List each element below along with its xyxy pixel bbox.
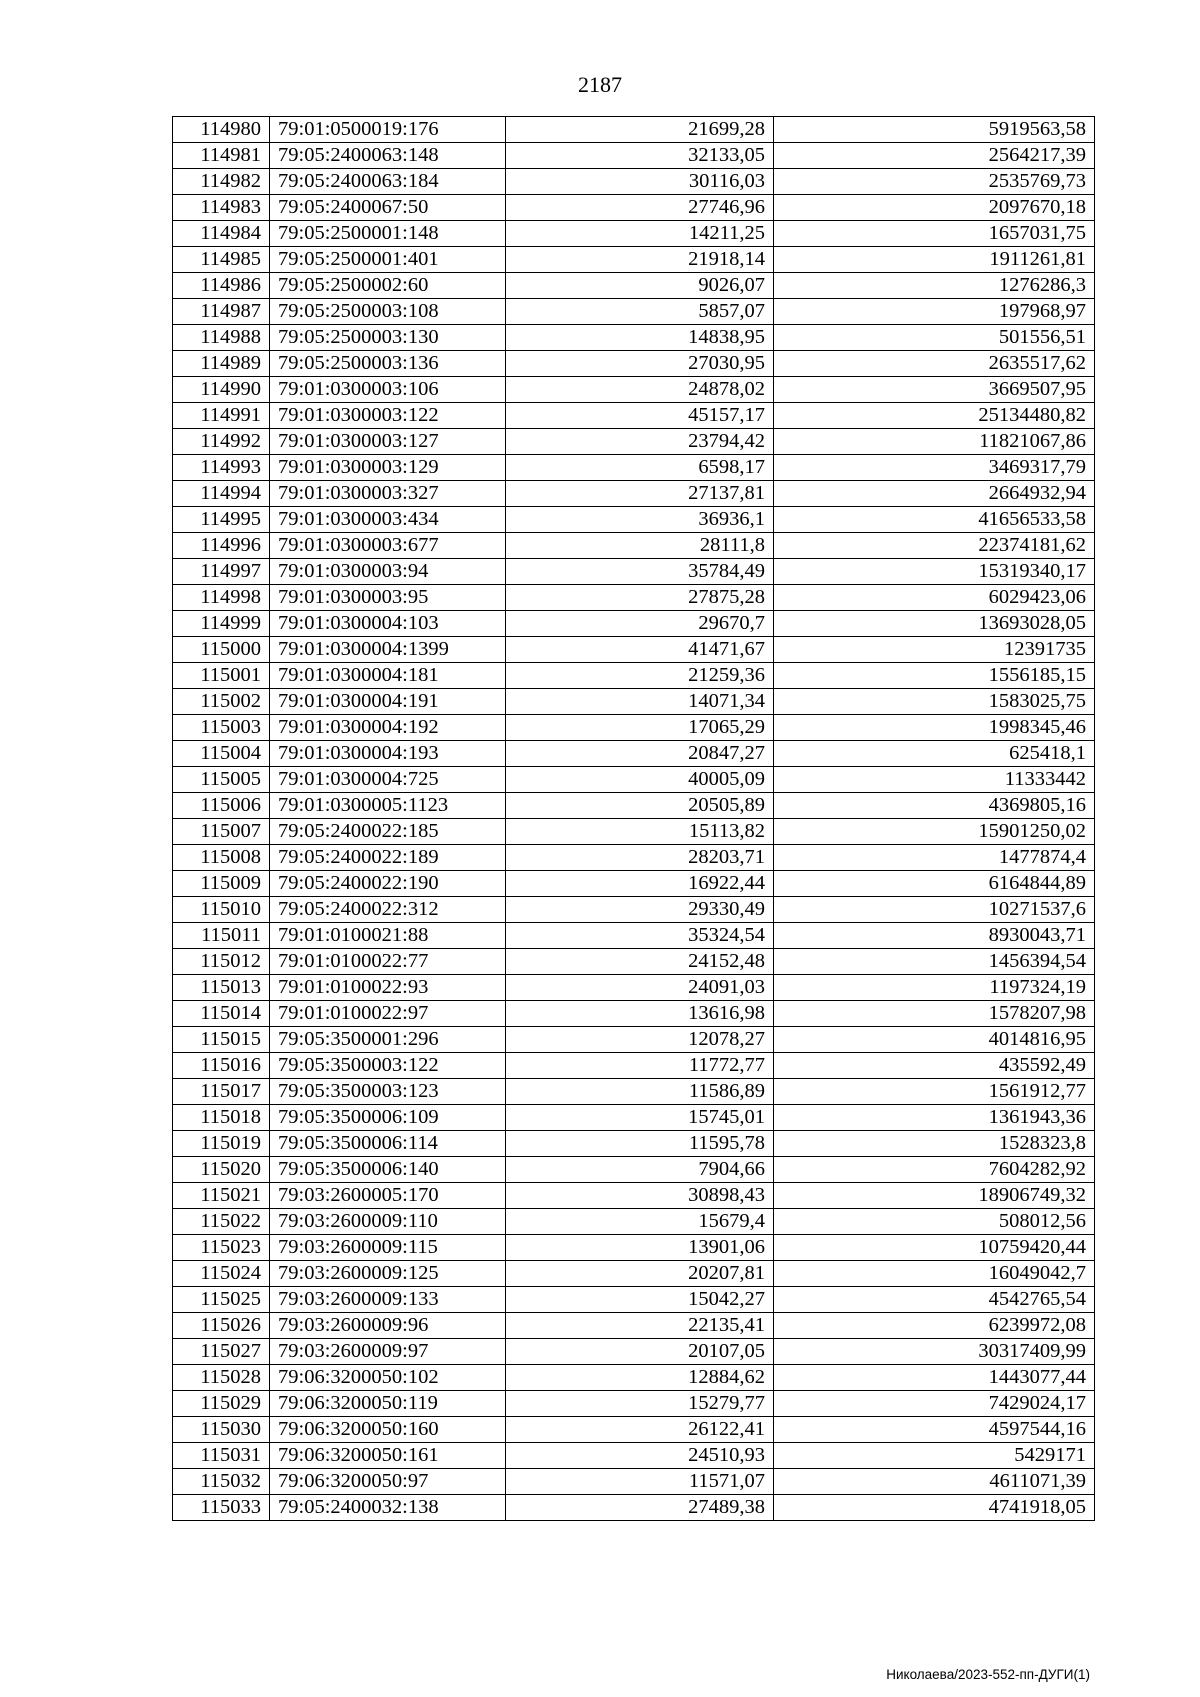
cadastral-value-cell: 7429024,17 [774, 1391, 1095, 1417]
row-number-cell: 114982 [173, 169, 270, 195]
cadastral-number-cell: 79:01:0300004:192 [270, 715, 506, 741]
cadastral-value-cell: 7604282,92 [774, 1157, 1095, 1183]
cadastral-number-cell: 79:03:2600005:170 [270, 1183, 506, 1209]
cadastral-number-cell: 79:05:2400022:190 [270, 871, 506, 897]
area-value-cell: 35324,54 [506, 923, 774, 949]
cadastral-value-cell: 508012,56 [774, 1209, 1095, 1235]
table-row [173, 169, 1095, 195]
row-number-cell: 115004 [173, 741, 270, 767]
area-value-cell: 28203,71 [506, 845, 774, 871]
area-value-cell: 6598,17 [506, 455, 774, 481]
cadastral-value-cell: 11821067,86 [774, 429, 1095, 455]
cadastral-value-cell: 15319340,17 [774, 559, 1095, 585]
table-row [173, 429, 1095, 455]
cadastral-value-cell: 2535769,73 [774, 169, 1095, 195]
cadastral-number-cell: 79:03:2600009:110 [270, 1209, 506, 1235]
area-value-cell: 15679,4 [506, 1209, 774, 1235]
cadastral-value-cell: 3469317,79 [774, 455, 1095, 481]
area-value-cell: 12884,62 [506, 1365, 774, 1391]
cadastral-number-cell: 79:05:3500003:122 [270, 1053, 506, 1079]
cadastral-number-cell: 79:01:0300003:106 [270, 377, 506, 403]
row-number-cell: 114991 [173, 403, 270, 429]
row-number-cell: 114995 [173, 507, 270, 533]
table-row [173, 663, 1095, 689]
row-number-cell: 115009 [173, 871, 270, 897]
cadastral-number-cell: 79:01:0300003:127 [270, 429, 506, 455]
row-number-cell: 115008 [173, 845, 270, 871]
cadastral-number-cell: 79:01:0300004:191 [270, 689, 506, 715]
cadastral-number-cell: 79:01:0100022:77 [270, 949, 506, 975]
cadastral-value-cell: 4597544,16 [774, 1417, 1095, 1443]
cadastral-number-cell: 79:03:2600009:133 [270, 1287, 506, 1313]
table-row [173, 1183, 1095, 1209]
row-number-cell: 115001 [173, 663, 270, 689]
row-number-cell: 114990 [173, 377, 270, 403]
row-number-cell: 115030 [173, 1417, 270, 1443]
cadastral-number-cell: 79:06:3200050:160 [270, 1417, 506, 1443]
table-row [173, 1261, 1095, 1287]
cadastral-number-cell: 79:01:0300004:725 [270, 767, 506, 793]
cadastral-value-cell: 30317409,99 [774, 1339, 1095, 1365]
cadastral-value-cell: 2564217,39 [774, 143, 1095, 169]
cadastral-value-cell: 1197324,19 [774, 975, 1095, 1001]
row-number-cell: 114993 [173, 455, 270, 481]
area-value-cell: 7904,66 [506, 1157, 774, 1183]
area-value-cell: 24091,03 [506, 975, 774, 1001]
cadastral-value-cell: 15901250,02 [774, 819, 1095, 845]
cadastral-number-cell: 79:01:0300004:193 [270, 741, 506, 767]
table-row [173, 247, 1095, 273]
cadastral-value-cell: 13693028,05 [774, 611, 1095, 637]
area-value-cell: 32133,05 [506, 143, 774, 169]
area-value-cell: 24510,93 [506, 1443, 774, 1469]
cadastral-number-cell: 79:05:2400022:312 [270, 897, 506, 923]
row-number-cell: 115015 [173, 1027, 270, 1053]
area-value-cell: 24152,48 [506, 949, 774, 975]
page-number: 2187 [578, 72, 622, 97]
row-number-cell: 114997 [173, 559, 270, 585]
row-number-cell: 115032 [173, 1469, 270, 1495]
registry-table-body [173, 117, 1095, 1521]
area-value-cell: 15745,01 [506, 1105, 774, 1131]
cadastral-number-cell: 79:05:2400063:184 [270, 169, 506, 195]
row-number-cell: 114999 [173, 611, 270, 637]
cadastral-number-cell: 79:03:2600009:115 [270, 1235, 506, 1261]
row-number-cell: 114996 [173, 533, 270, 559]
cadastral-number-cell: 79:06:3200050:119 [270, 1391, 506, 1417]
table-row [173, 195, 1095, 221]
row-number-cell: 114981 [173, 143, 270, 169]
row-number-cell: 114987 [173, 299, 270, 325]
row-number-cell: 114986 [173, 273, 270, 299]
row-number-cell: 115025 [173, 1287, 270, 1313]
area-value-cell: 22135,41 [506, 1313, 774, 1339]
area-value-cell: 30898,43 [506, 1183, 774, 1209]
area-value-cell: 20207,81 [506, 1261, 774, 1287]
cadastral-number-cell: 79:01:0100022:93 [270, 975, 506, 1001]
cadastral-number-cell: 79:01:0100021:88 [270, 923, 506, 949]
table-row [173, 1417, 1095, 1443]
area-value-cell: 26122,41 [506, 1417, 774, 1443]
table-row [173, 1495, 1095, 1521]
table-row [173, 1157, 1095, 1183]
table-row [173, 1027, 1095, 1053]
area-value-cell: 27746,96 [506, 195, 774, 221]
table-row [173, 221, 1095, 247]
cadastral-value-cell: 1361943,36 [774, 1105, 1095, 1131]
area-value-cell: 14211,25 [506, 221, 774, 247]
cadastral-value-cell: 625418,1 [774, 741, 1095, 767]
cadastral-number-cell: 79:05:2400022:185 [270, 819, 506, 845]
row-number-cell: 114983 [173, 195, 270, 221]
table-row [173, 689, 1095, 715]
area-value-cell: 24878,02 [506, 377, 774, 403]
cadastral-number-cell: 79:01:0300003:129 [270, 455, 506, 481]
row-number-cell: 115029 [173, 1391, 270, 1417]
cadastral-number-cell: 79:06:3200050:161 [270, 1443, 506, 1469]
table-row [173, 819, 1095, 845]
cadastral-value-cell: 11333442 [774, 767, 1095, 793]
cadastral-number-cell: 79:05:2500003:136 [270, 351, 506, 377]
table-row [173, 507, 1095, 533]
cadastral-value-cell: 25134480,82 [774, 403, 1095, 429]
row-number-cell: 115018 [173, 1105, 270, 1131]
area-value-cell: 11586,89 [506, 1079, 774, 1105]
cadastral-number-cell: 79:01:0300004:103 [270, 611, 506, 637]
row-number-cell: 115019 [173, 1131, 270, 1157]
cadastral-value-cell: 6029423,06 [774, 585, 1095, 611]
area-value-cell: 21259,36 [506, 663, 774, 689]
cadastral-number-cell: 79:01:0500019:176 [270, 117, 506, 143]
cadastral-value-cell: 2097670,18 [774, 195, 1095, 221]
cadastral-value-cell: 4014816,95 [774, 1027, 1095, 1053]
row-number-cell: 115006 [173, 793, 270, 819]
cadastral-number-cell: 79:01:0300005:1123 [270, 793, 506, 819]
area-value-cell: 13616,98 [506, 1001, 774, 1027]
cadastral-value-cell: 1528323,8 [774, 1131, 1095, 1157]
cadastral-value-cell: 1998345,46 [774, 715, 1095, 741]
table-row [173, 273, 1095, 299]
area-value-cell: 14838,95 [506, 325, 774, 351]
row-number-cell: 115014 [173, 1001, 270, 1027]
cadastral-value-cell: 501556,51 [774, 325, 1095, 351]
table-row [173, 1443, 1095, 1469]
table-row [173, 1365, 1095, 1391]
area-value-cell: 5857,07 [506, 299, 774, 325]
document-footer-code: Николаева/2023-552-пп-ДУГИ(1) [886, 1667, 1090, 1682]
cadastral-number-cell: 79:03:2600009:125 [270, 1261, 506, 1287]
table-row [173, 871, 1095, 897]
area-value-cell: 11772,77 [506, 1053, 774, 1079]
row-number-cell: 114988 [173, 325, 270, 351]
cadastral-value-cell: 1477874,4 [774, 845, 1095, 871]
cadastral-value-cell: 3669507,95 [774, 377, 1095, 403]
area-value-cell: 27137,81 [506, 481, 774, 507]
cadastral-value-cell: 1911261,81 [774, 247, 1095, 273]
table-row [173, 1339, 1095, 1365]
cadastral-number-cell: 79:05:2400032:138 [270, 1495, 506, 1521]
row-number-cell: 115000 [173, 637, 270, 663]
table-row [173, 767, 1095, 793]
table-row [173, 1079, 1095, 1105]
row-number-cell: 115007 [173, 819, 270, 845]
cadastral-value-cell: 1276286,3 [774, 273, 1095, 299]
row-number-cell: 115020 [173, 1157, 270, 1183]
cadastral-number-cell: 79:01:0300003:327 [270, 481, 506, 507]
row-number-cell: 115033 [173, 1495, 270, 1521]
cadastral-number-cell: 79:01:0300004:181 [270, 663, 506, 689]
row-number-cell: 114994 [173, 481, 270, 507]
cadastral-value-cell: 1583025,75 [774, 689, 1095, 715]
table-row [173, 715, 1095, 741]
cadastral-number-cell: 79:05:3500003:123 [270, 1079, 506, 1105]
area-value-cell: 16922,44 [506, 871, 774, 897]
row-number-cell: 115022 [173, 1209, 270, 1235]
table-row [173, 845, 1095, 871]
table-row [173, 1105, 1095, 1131]
area-value-cell: 21918,14 [506, 247, 774, 273]
cadastral-number-cell: 79:05:3500006:109 [270, 1105, 506, 1131]
row-number-cell: 115021 [173, 1183, 270, 1209]
table-row [173, 299, 1095, 325]
cadastral-number-cell: 79:05:2500001:148 [270, 221, 506, 247]
cadastral-value-cell: 197968,97 [774, 299, 1095, 325]
cadastral-value-cell: 18906749,32 [774, 1183, 1095, 1209]
cadastral-number-cell: 79:01:0300003:434 [270, 507, 506, 533]
area-value-cell: 35784,49 [506, 559, 774, 585]
cadastral-number-cell: 79:03:2600009:97 [270, 1339, 506, 1365]
row-number-cell: 115013 [173, 975, 270, 1001]
cadastral-number-cell: 79:01:0300004:1399 [270, 637, 506, 663]
table-row [173, 559, 1095, 585]
table-row [173, 585, 1095, 611]
cadastral-value-cell: 1578207,98 [774, 1001, 1095, 1027]
cadastral-value-cell: 4369805,16 [774, 793, 1095, 819]
row-number-cell: 114992 [173, 429, 270, 455]
table-row [173, 741, 1095, 767]
cadastral-value-cell: 8930043,71 [774, 923, 1095, 949]
cadastral-value-cell: 4741918,05 [774, 1495, 1095, 1521]
cadastral-value-cell: 10759420,44 [774, 1235, 1095, 1261]
area-value-cell: 27489,38 [506, 1495, 774, 1521]
table-row [173, 377, 1095, 403]
cadastral-number-cell: 79:05:2500002:60 [270, 273, 506, 299]
table-row [173, 949, 1095, 975]
cadastral-value-cell: 5429171 [774, 1443, 1095, 1469]
cadastral-value-cell: 2664932,94 [774, 481, 1095, 507]
table-row [173, 1131, 1095, 1157]
area-value-cell: 27875,28 [506, 585, 774, 611]
row-number-cell: 115011 [173, 923, 270, 949]
area-value-cell: 40005,09 [506, 767, 774, 793]
cadastral-number-cell: 79:01:0100022:97 [270, 1001, 506, 1027]
cadastral-number-cell: 79:05:2400022:189 [270, 845, 506, 871]
area-value-cell: 29330,49 [506, 897, 774, 923]
row-number-cell: 115005 [173, 767, 270, 793]
area-value-cell: 30116,03 [506, 169, 774, 195]
row-number-cell: 115002 [173, 689, 270, 715]
area-value-cell: 41471,67 [506, 637, 774, 663]
table-row [173, 1235, 1095, 1261]
cadastral-number-cell: 79:05:2400063:148 [270, 143, 506, 169]
area-value-cell: 13901,06 [506, 1235, 774, 1261]
row-number-cell: 115010 [173, 897, 270, 923]
area-value-cell: 12078,27 [506, 1027, 774, 1053]
cadastral-value-cell: 5919563,58 [774, 117, 1095, 143]
cadastral-number-cell: 79:06:3200050:102 [270, 1365, 506, 1391]
table-row [173, 1287, 1095, 1313]
row-number-cell: 115031 [173, 1443, 270, 1469]
table-row [173, 975, 1095, 1001]
table-row [173, 637, 1095, 663]
area-value-cell: 15042,27 [506, 1287, 774, 1313]
area-value-cell: 20107,05 [506, 1339, 774, 1365]
cadastral-number-cell: 79:05:2400067:50 [270, 195, 506, 221]
area-value-cell: 20505,89 [506, 793, 774, 819]
area-value-cell: 27030,95 [506, 351, 774, 377]
table-row [173, 325, 1095, 351]
area-value-cell: 45157,17 [506, 403, 774, 429]
area-value-cell: 21699,28 [506, 117, 774, 143]
cadastral-number-cell: 79:03:2600009:96 [270, 1313, 506, 1339]
row-number-cell: 115028 [173, 1365, 270, 1391]
table-row [173, 1313, 1095, 1339]
table-row [173, 611, 1095, 637]
cadastral-number-cell: 79:05:3500001:296 [270, 1027, 506, 1053]
cadastral-value-cell: 16049042,7 [774, 1261, 1095, 1287]
cadastral-value-cell: 1443077,44 [774, 1365, 1095, 1391]
cadastral-number-cell: 79:05:3500006:114 [270, 1131, 506, 1157]
cadastral-value-cell: 1556185,15 [774, 663, 1095, 689]
cadastral-number-cell: 79:06:3200050:97 [270, 1469, 506, 1495]
area-value-cell: 36936,1 [506, 507, 774, 533]
table-row [173, 793, 1095, 819]
area-value-cell: 11595,78 [506, 1131, 774, 1157]
cadastral-value-cell: 4611071,39 [774, 1469, 1095, 1495]
cadastral-value-cell: 1657031,75 [774, 221, 1095, 247]
row-number-cell: 114989 [173, 351, 270, 377]
cadastral-number-cell: 79:01:0300003:677 [270, 533, 506, 559]
cadastral-number-cell: 79:05:3500006:140 [270, 1157, 506, 1183]
table-row [173, 143, 1095, 169]
table-row [173, 923, 1095, 949]
table-row [173, 1469, 1095, 1495]
table-row [173, 533, 1095, 559]
cadastral-number-cell: 79:01:0300003:95 [270, 585, 506, 611]
cadastral-number-cell: 79:05:2500003:108 [270, 299, 506, 325]
row-number-cell: 115017 [173, 1079, 270, 1105]
cadastral-number-cell: 79:01:0300003:122 [270, 403, 506, 429]
area-value-cell: 20847,27 [506, 741, 774, 767]
table-row [173, 351, 1095, 377]
cadastral-value-cell: 4542765,54 [774, 1287, 1095, 1313]
row-number-cell: 115003 [173, 715, 270, 741]
area-value-cell: 14071,34 [506, 689, 774, 715]
area-value-cell: 15279,77 [506, 1391, 774, 1417]
table-row [173, 897, 1095, 923]
row-number-cell: 114980 [173, 117, 270, 143]
table-row [173, 117, 1095, 143]
cadastral-value-cell: 435592,49 [774, 1053, 1095, 1079]
cadastral-value-cell: 1561912,77 [774, 1079, 1095, 1105]
area-value-cell: 11571,07 [506, 1469, 774, 1495]
table-row [173, 455, 1095, 481]
table-row [173, 1391, 1095, 1417]
area-value-cell: 23794,42 [506, 429, 774, 455]
row-number-cell: 115027 [173, 1339, 270, 1365]
cadastral-value-cell: 12391735 [774, 637, 1095, 663]
cadastral-number-cell: 79:01:0300003:94 [270, 559, 506, 585]
cadastral-number-cell: 79:05:2500003:130 [270, 325, 506, 351]
row-number-cell: 115023 [173, 1235, 270, 1261]
area-value-cell: 28111,8 [506, 533, 774, 559]
cadastral-value-cell: 10271537,6 [774, 897, 1095, 923]
cadastral-value-cell: 22374181,62 [774, 533, 1095, 559]
area-value-cell: 29670,7 [506, 611, 774, 637]
row-number-cell: 114998 [173, 585, 270, 611]
table-row [173, 481, 1095, 507]
table-row [173, 1001, 1095, 1027]
cadastral-value-cell: 2635517,62 [774, 351, 1095, 377]
cadastral-value-cell: 6164844,89 [774, 871, 1095, 897]
row-number-cell: 114984 [173, 221, 270, 247]
area-value-cell: 9026,07 [506, 273, 774, 299]
table-row [173, 1053, 1095, 1079]
cadastral-value-cell: 6239972,08 [774, 1313, 1095, 1339]
cadastral-value-cell: 1456394,54 [774, 949, 1095, 975]
row-number-cell: 115012 [173, 949, 270, 975]
area-value-cell: 15113,82 [506, 819, 774, 845]
table-row [173, 403, 1095, 429]
cadastral-number-cell: 79:05:2500001:401 [270, 247, 506, 273]
row-number-cell: 115024 [173, 1261, 270, 1287]
registry-table [172, 116, 1095, 1521]
cadastral-value-cell: 41656533,58 [774, 507, 1095, 533]
row-number-cell: 114985 [173, 247, 270, 273]
row-number-cell: 115016 [173, 1053, 270, 1079]
table-row [173, 1209, 1095, 1235]
row-number-cell: 115026 [173, 1313, 270, 1339]
area-value-cell: 17065,29 [506, 715, 774, 741]
